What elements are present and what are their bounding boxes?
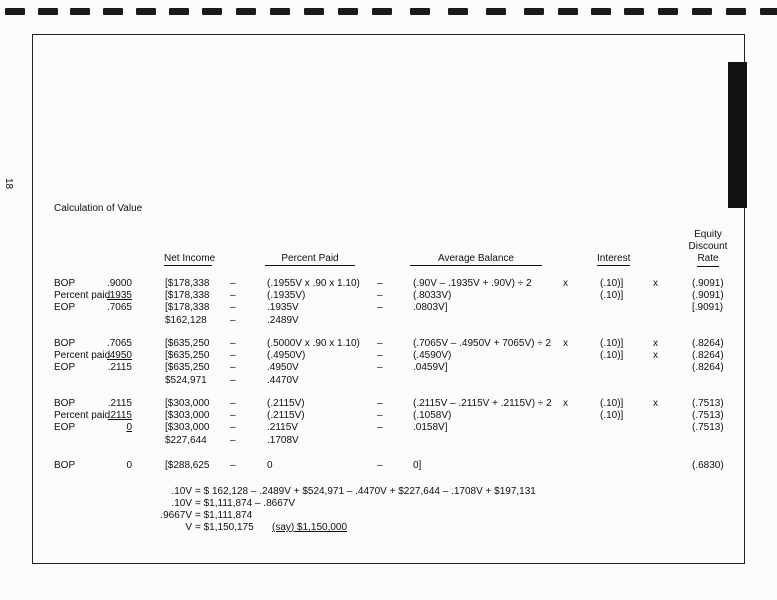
cell-ni: $227,644 — [165, 434, 207, 446]
cell-val: 0 — [126, 422, 132, 434]
cell-rate: (.7513) — [692, 398, 724, 409]
equation-rounded-value: (say) $1,150,000 — [272, 522, 348, 533]
cell-d2: – — [377, 302, 383, 314]
cell-pp: .4950V — [267, 362, 299, 374]
cell-d1: – — [230, 278, 236, 289]
cell-val: .2115 — [107, 398, 132, 409]
cell-d2: – — [377, 278, 383, 289]
perforation-mark — [486, 8, 506, 15]
cell-ab: (.90V – .1935V + .90V) ÷ 2 — [413, 278, 532, 289]
cell-val: 0 — [126, 460, 132, 471]
cell-int: (.10)] — [600, 398, 624, 409]
cell-int: (.10)] — [600, 290, 624, 302]
perforation-mark — [624, 8, 644, 15]
equation-rhs: = $1,111,874 – .8667V — [195, 498, 295, 509]
cell-d2: – — [377, 350, 383, 362]
cell-val: .4950 — [106, 350, 132, 362]
cell-rate: (.9091) — [692, 278, 724, 289]
cell-rate: (.8264) — [692, 338, 724, 349]
cell-d1: – — [230, 460, 236, 471]
cell-d2: – — [377, 398, 383, 409]
cell-label: Percent paid — [54, 410, 111, 422]
equation-lhs: V — [185, 522, 192, 533]
perforation-mark — [70, 8, 90, 15]
cell-ni: [$303,000 — [165, 410, 210, 422]
cell-ab: (.4590V) — [413, 350, 452, 362]
cell-d1: – — [230, 314, 236, 326]
cell-d2: – — [377, 410, 383, 422]
cell-ni: [$303,000 — [165, 398, 210, 409]
cell-pp: (.5000V x .90 x 1.10) — [267, 338, 360, 349]
cell-ni: $524,971 — [165, 374, 207, 386]
cell-d1: – — [230, 362, 236, 374]
cell-ni: [$178,338 — [165, 278, 210, 289]
cell-pp: .1708V — [267, 434, 299, 446]
header-equity-discount-rate — [688, 229, 728, 267]
equation-rhs: = $1,111,874 — [195, 510, 253, 521]
cell-d1: – — [230, 398, 236, 409]
cell-ab: .0158V] — [413, 422, 448, 434]
cell-val: .1935 — [106, 290, 132, 302]
cell-ab: (.7065V – .4950V + 7065V) ÷ 2 — [413, 338, 552, 349]
perforation-mark — [202, 8, 222, 15]
cell-ab: .0459V] — [413, 362, 448, 374]
cell-pp: (.2115V) — [267, 398, 305, 409]
cell-ni: $162,128 — [165, 314, 207, 326]
header-net-income: Net Income — [164, 253, 216, 264]
cell-d1: – — [230, 422, 236, 434]
cell-ab: (.8033V) — [413, 290, 452, 302]
cell-label: BOP — [54, 278, 76, 289]
cell-rate: (.8264) — [692, 362, 724, 374]
cell-pp: (.1955V x .90 x 1.10) — [267, 278, 360, 289]
perforation-mark — [270, 8, 290, 15]
perforation-mark — [692, 8, 712, 15]
equation-rhs: = $ 162,128 – .2489V + $524,971 – .4470V + $227,644 – .1708V + $197,131 — [195, 486, 536, 497]
cell-d1: – — [230, 302, 236, 314]
cell-val: .7065 — [106, 338, 132, 349]
cell-d2: – — [377, 422, 383, 434]
perforation-mark — [169, 8, 189, 15]
cell-ni: [$178,338 — [165, 290, 210, 302]
cell-int: (.10)] — [600, 338, 624, 349]
cell-rate: (.6830) — [692, 460, 724, 471]
cell-x1: x — [563, 398, 568, 409]
cell-label: Percent paid — [54, 350, 111, 362]
cell-label: BOP — [54, 398, 76, 409]
cell-rate: (.9091) — [692, 290, 724, 302]
cell-ab: 0] — [413, 460, 422, 471]
equation-lhs: .10V — [171, 486, 192, 497]
cell-int: (.10)] — [600, 410, 624, 422]
perforation-mark — [726, 8, 746, 15]
perforation-mark — [38, 8, 58, 15]
cell-d1: – — [230, 434, 236, 446]
cell-d2: – — [377, 460, 383, 471]
cell-d1: – — [230, 410, 236, 422]
perforation-mark — [524, 8, 544, 15]
equation-lhs: .10V — [171, 498, 192, 509]
header-equity-line2: Discount — [688, 241, 728, 252]
cell-ni: [$178,338 — [165, 302, 210, 314]
cell-ab: (.2115V – .2115V + .2115V) ÷ 2 — [413, 398, 552, 409]
cell-d2: – — [377, 290, 383, 302]
cell-ni: [$635,250 — [165, 338, 210, 349]
cell-pp: .4470V — [267, 374, 299, 386]
cell-ni: [$303,000 — [165, 422, 210, 434]
header-equity-line3: Rate — [697, 253, 718, 267]
cell-pp: .2489V — [267, 314, 299, 326]
cell-pp: .2115V — [267, 422, 298, 434]
cell-pp: 0 — [267, 460, 273, 471]
page-frame — [32, 34, 745, 564]
cell-d1: – — [230, 290, 236, 302]
perforation-mark — [591, 8, 611, 15]
cell-d1: – — [230, 350, 236, 362]
perforation-mark — [338, 8, 358, 15]
cell-label: Percent paid — [54, 290, 111, 302]
cell-int: (.10)] — [600, 350, 624, 362]
cell-pp: (.1935V) — [267, 290, 306, 302]
perforation-mark — [558, 8, 578, 15]
cell-pp: .1935V — [267, 302, 299, 314]
cell-d2: – — [377, 362, 383, 374]
perforation-mark — [136, 8, 156, 15]
cell-pp: (.4950V) — [267, 350, 306, 362]
header-interest: Interest — [597, 253, 631, 264]
cell-pp: (.2115V) — [267, 410, 305, 422]
cell-x2: x — [653, 278, 658, 289]
document-title: Calculation of Value — [54, 203, 143, 214]
perforation-mark — [236, 8, 256, 15]
cell-ni: [$635,250 — [165, 350, 210, 362]
cell-x1: x — [563, 338, 568, 349]
header-equity-line1: Equity — [694, 229, 722, 240]
cell-label: EOP — [54, 422, 76, 434]
cell-ab: (.1058V) — [413, 410, 452, 422]
cell-val: .9000 — [106, 278, 132, 289]
header-percent-paid: Percent Paid — [265, 253, 355, 266]
cell-rate: [.9091) — [692, 302, 724, 314]
perforation-mark — [103, 8, 123, 15]
cell-ni: [$288,625 — [165, 460, 210, 471]
cell-d1: – — [230, 338, 236, 349]
cell-x1: x — [563, 278, 568, 289]
cell-label: EOP — [54, 302, 76, 314]
cell-d2: – — [377, 338, 383, 349]
cell-val: .2115 — [107, 362, 132, 374]
perforation-mark — [5, 8, 25, 15]
page-tab-marker — [728, 62, 747, 208]
perforation-mark — [448, 8, 468, 15]
cell-val: .7065 — [106, 302, 132, 314]
cell-val: .2115 — [107, 410, 132, 422]
cell-int: (.10)] — [600, 278, 624, 289]
page-number: 18 — [3, 178, 14, 190]
cell-x2: x — [653, 338, 658, 349]
perforation-mark — [372, 8, 392, 15]
cell-d1: – — [230, 374, 236, 386]
perforation-mark — [760, 8, 777, 15]
cell-ni: [$635,250 — [165, 362, 210, 374]
header-average-balance: Average Balance — [410, 253, 542, 266]
cell-rate: (.7513) — [692, 410, 724, 422]
cell-x2: x — [653, 350, 658, 362]
cell-rate: (.8264) — [692, 350, 724, 362]
perforation-mark — [658, 8, 678, 15]
cell-rate: (.7513) — [692, 422, 724, 434]
equation-rhs: = $1,150,175 — [195, 522, 254, 533]
cell-x2: x — [653, 398, 658, 409]
equation-lhs: .9667V — [160, 510, 192, 521]
perforation-mark — [304, 8, 324, 15]
cell-label: EOP — [54, 362, 76, 374]
perforation-mark — [410, 8, 430, 15]
cell-label: BOP — [54, 460, 76, 471]
cell-label: BOP — [54, 338, 76, 349]
cell-ab: .0803V] — [413, 302, 448, 314]
